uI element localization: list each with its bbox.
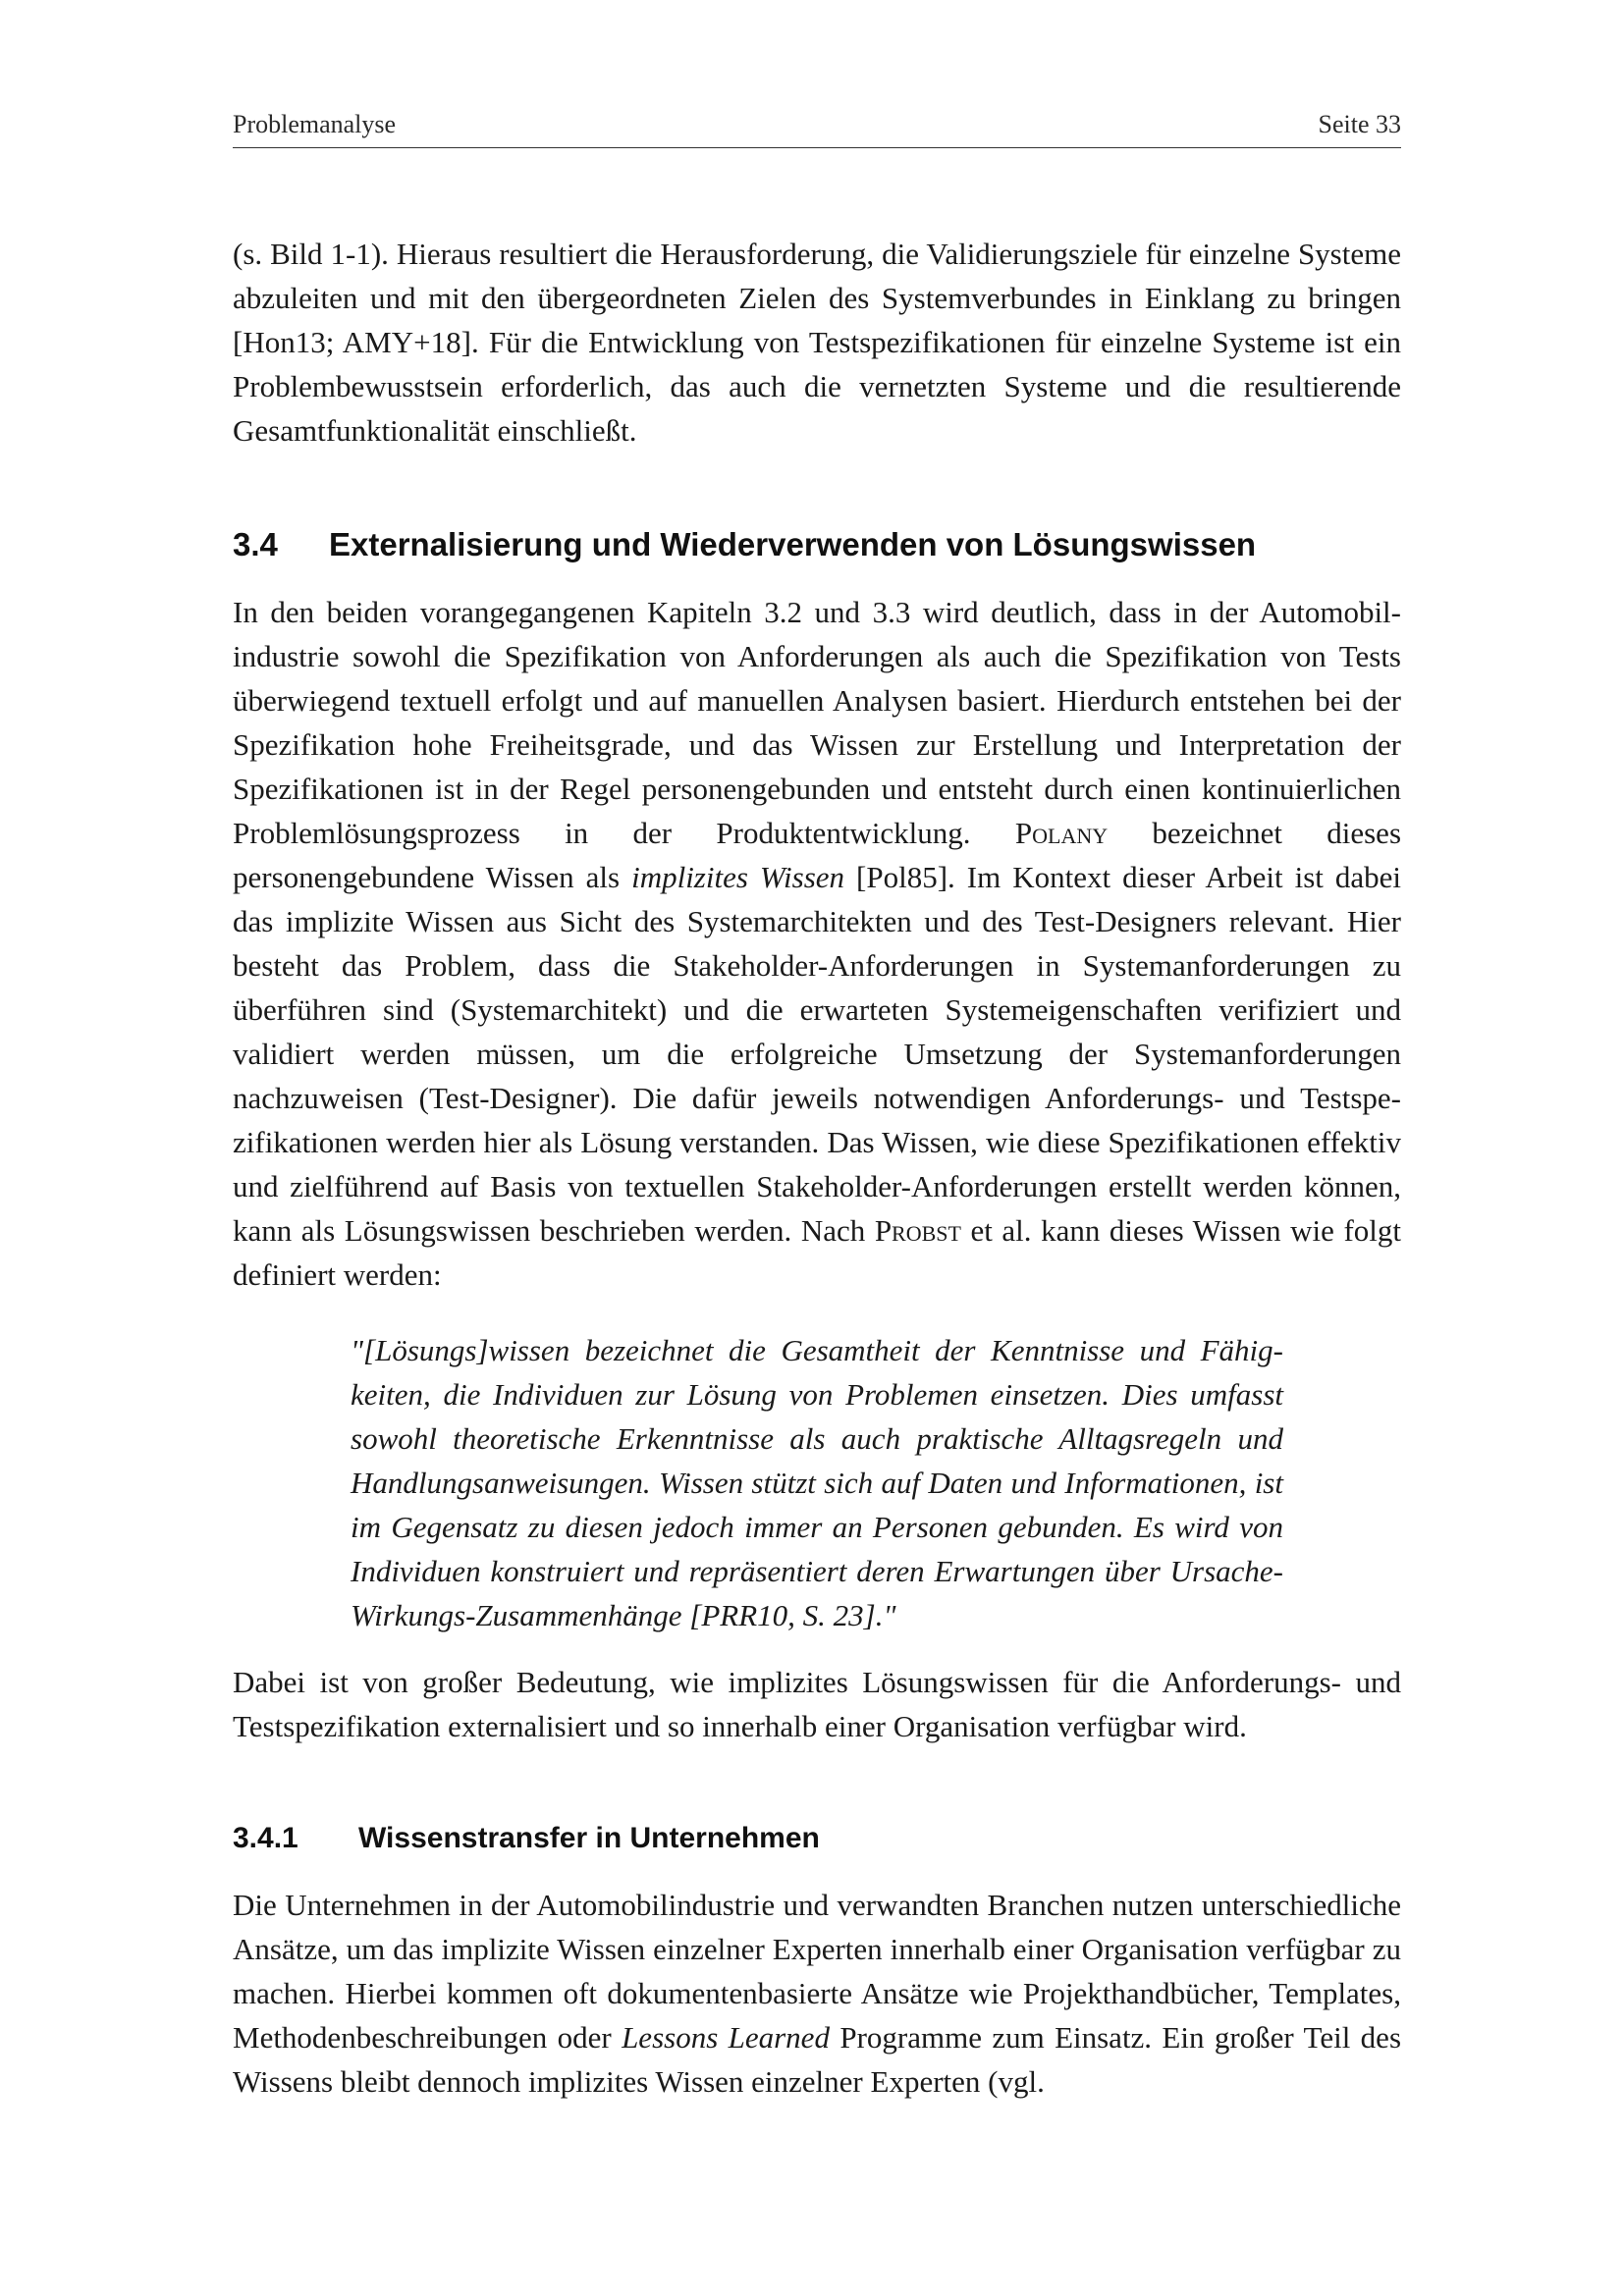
subsection-title: Wissenstransfer in Unternehmen — [358, 1822, 820, 1854]
main-paragraph — [233, 590, 1401, 1297]
header-chapter-title: Problemanalyse — [233, 110, 397, 138]
author-probst: Probst — [874, 1213, 961, 1248]
subsection-paragraph — [233, 1883, 1401, 2104]
header-page-number: Seite 33 — [1318, 110, 1401, 138]
section-heading-3-4 — [233, 526, 1256, 563]
term-implizites-wissen: implizites Wissen — [631, 860, 845, 894]
running-header — [233, 106, 1401, 148]
section-title: Externalisierung und Wiederverwenden von Lösungswissen — [329, 526, 1257, 562]
main-paragraph-part-1: In den beiden vorangegangenen Kapiteln 3.2 und 3.3 wird deutlich, dass in der Automobilindustrie sowohl die Spezifikation von Anforderungen als auch die Spezifikation von Tests überwiegend textuell erfolgt und auf manuellen Analysen basiert. Hierdurch entstehen bei der Spezifikation hohe Freiheitsgrade, und das Wissen zur Erstellung und Interpretation der Spezifikationen ist in der Regel personengebunden und entsteht durch einen kontinuierlichen Problemlösungsprozess in der Produktentwicklung. — [233, 595, 1401, 850]
paragraph-after-quote: Dabei ist von großer Bedeutung, wie implizites Lösungswissen für die Anforderungs- und Testspezifikation externalisiert und so innerhalb einer Organisation verfügbar wird. — [233, 1665, 1401, 1743]
subsection-paragraph-part-2: Programme zum Einsatz. Ein großer Teil des Wissens bleibt dennoch implizites Wissen einzelner Experten (vgl. — [233, 2020, 1402, 2099]
block-quote: "[Lösungs]wissen bezeichnet die Gesamtheit der Kenntnisse und Fähigkeiten, die Individuen zur Lösung von Problemen einsetzen. Dies umfasst sowohl theoretische Erkenntnisse als auch praktische Alltagsregeln und Handlungsanweisungen. Wissen stützt sich auf Daten und Informationen, ist im Gegensatz zu diesen jedoch immer an Personen gebunden. Es wird von Individuen konstruiert und repräsentiert deren Erwartungen über Ursache-Wirkungs-Zusammenhänge [PRR10, S. 23]." — [351, 1333, 1283, 1632]
section-heading-3-4-1 — [233, 1822, 820, 1855]
intro-paragraph: (s. Bild 1-1). Hieraus resultiert die Herausforderung, die Validierungsziele für einzelne Systeme abzuleiten und mit den übergeordneten Zielen des Systemverbundes in Einklang zu bringen [Hon13; AMY+18]. Für die Entwicklung von Testspezifikationen für einzelne Systeme ist ein Problembewusstsein erforderlich, das auch die vernetzten Systeme und die resultierende Gesamtfunktionalität einschließt. — [233, 237, 1401, 448]
main-paragraph-part-2: bezeichnet dieses personengebundene Wissen als — [233, 816, 1402, 894]
main-paragraph-part-3: [Pol85]. Im Kontext dieser Arbeit ist dabei das implizite Wissen aus Sicht des Systemarchitekten und des Test-Designers relevant. Hier besteht das Problem, dass die Stakeholder-Anforderungen in Systemanforderungen zu überführen sind (Systemarchitekt) und die erwarteten Systemeigenschaften verifiziert und validiert werden müssen, um die erfolgreiche Umsetzung der Systemanforderungen nachzuweisen (Test-Designer). Die dafür jeweils notwendigen Anforderungs- und Testspezifikationen werden hier als Lösung verstanden. Das Wissen, wie diese Spezifikationen effektiv und zielführend auf Basis von textuellen Stakeholder-Anforderungen erstellt werden können, kann als Lösungswissen beschrieben werden. Nach — [233, 860, 1402, 1248]
section-number: 3.4 — [233, 526, 278, 562]
term-lessons-learned: Lessons Learned — [622, 2020, 830, 2055]
main-paragraph-part-4: et al. kann dieses Wissen wie folgt definiert werden: — [233, 1213, 1402, 1292]
subsection-paragraph-part-1: Die Unternehmen in der Automobilindustrie und verwandten Branchen nutzen unterschiedliche Ansätze, um das implizite Wissen einzelner Experten innerhalb einer Organisation verfügbar zu machen. Hierbei kommen oft dokumentenbasierte Ansätze wie Projekthandbücher, Templates, Methodenbeschreibungen oder — [233, 1888, 1401, 2055]
subsection-number: 3.4.1 — [233, 1822, 298, 1854]
author-polany: Polany — [1014, 816, 1109, 850]
